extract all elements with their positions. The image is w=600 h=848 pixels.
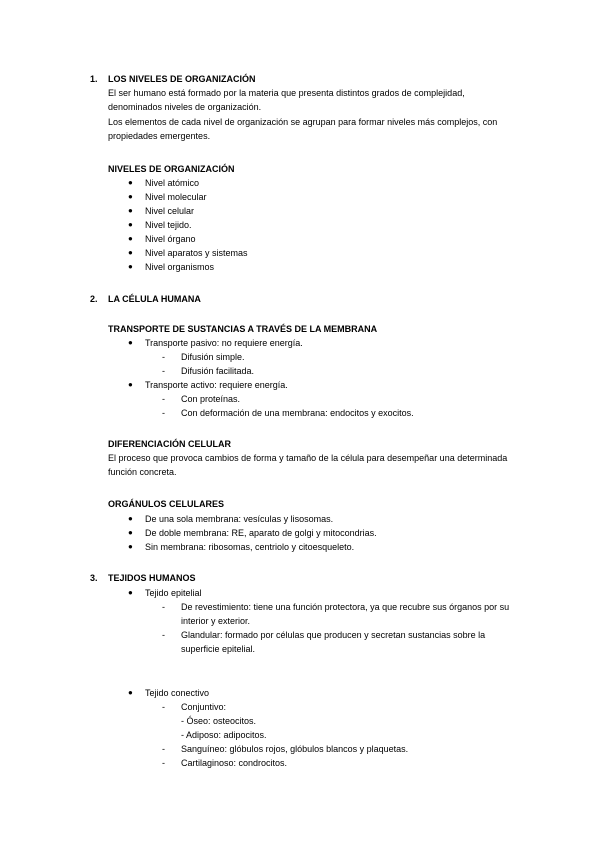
dash-icon: - [162, 602, 165, 612]
bullet-icon: ● [128, 528, 133, 537]
level-item: Nivel aparatos y sistemas [145, 248, 248, 258]
organelle-item: De una sola membrana: vesículas y lisosomas. [145, 514, 334, 524]
differentiation-line: El proceso que provoca cambios de forma y tamaño de la célula para desempeñar una determinada [108, 453, 508, 463]
level-item: Nivel tejido. [145, 220, 192, 230]
bullet-icon: ● [128, 234, 133, 243]
dash-icon: - [162, 394, 165, 404]
bullet-icon: ● [128, 588, 133, 597]
section-2-number: 2. [90, 294, 98, 304]
section-3-title: TEJIDOS HUMANOS [108, 573, 196, 583]
organelle-item: Sin membrana: ribosomas, centriolo y citoesqueleto. [145, 542, 355, 552]
section-1-paragraph-line: propiedades emergentes. [108, 131, 211, 141]
bullet-icon: ● [128, 542, 133, 551]
section-1-paragraph-line: Los elementos de cada nivel de organización se agrupan para formar niveles más complejos, con [108, 117, 498, 127]
dash-icon: - [162, 758, 165, 768]
connective-conjunctive: Conjuntivo: [181, 702, 227, 712]
transport-passive-item: Difusión simple. [181, 352, 245, 362]
connective-conjunctive-sub: - Óseo: osteocitos. [181, 716, 257, 726]
epithelial-glandular-line: Glandular: formado por células que producen y secretan sustancias sobre la [181, 630, 486, 640]
dash-icon: - [162, 366, 165, 376]
bullet-icon: ● [128, 220, 133, 229]
transport-active: Transporte activo: requiere energía. [145, 380, 288, 390]
bullet-icon: ● [128, 178, 133, 187]
transport-heading: TRANSPORTE DE SUSTANCIAS A TRAVÉS DE LA MEMBRANA [108, 324, 378, 334]
transport-passive-item: Difusión facilitada. [181, 366, 255, 376]
level-item: Nivel celular [145, 206, 195, 216]
section-1-paragraph-line: denominados niveles de organización. [108, 102, 262, 112]
section-2-title: LA CÉLULA HUMANA [108, 294, 201, 304]
section-3-number: 3. [90, 573, 98, 583]
bullet-icon: ● [128, 688, 133, 697]
transport-active-item: Con deformación de una membrana: endocitos y exocitos. [181, 408, 414, 418]
connective-cartilage: Cartilaginoso: condrocitos. [181, 758, 288, 768]
bullet-icon: ● [128, 338, 133, 347]
connective-conjunctive-sub: - Adiposo: adipocitos. [181, 730, 267, 740]
bullet-icon: ● [128, 262, 133, 271]
level-item: Nivel órgano [145, 234, 196, 244]
dash-icon: - [162, 702, 165, 712]
connective-label: Tejido conectivo [145, 688, 210, 698]
epithelial-lining-line: De revestimiento: tiene una función protectora, ya que recubre sus órganos por su [181, 602, 510, 612]
organelle-item: De doble membrana: RE, aparato de golgi y mitocondrias. [145, 528, 377, 538]
differentiation-line: función concreta. [108, 467, 177, 477]
section-1-number: 1. [90, 74, 98, 84]
organelles-heading: ORGÁNULOS CELULARES [108, 499, 225, 509]
bullet-icon: ● [128, 192, 133, 201]
dash-icon: - [162, 408, 165, 418]
bullet-icon: ● [128, 380, 133, 389]
differentiation-heading: DIFERENCIACIÓN CELULAR [108, 439, 231, 449]
dash-icon: - [162, 352, 165, 362]
transport-passive: Transporte pasivo: no requiere energía. [145, 338, 303, 348]
connective-blood: Sanguíneo: glóbulos rojos, glóbulos blancos y plaquetas. [181, 744, 409, 754]
section-1-title: LOS NIVELES DE ORGANIZACIÓN [108, 74, 256, 84]
dash-icon: - [162, 630, 165, 640]
section-1-paragraph-line: El ser humano está formado por la materia que presenta distintos grados de complejidad, [108, 88, 465, 98]
transport-active-item: Con proteínas. [181, 394, 241, 404]
levels-subheading: NIVELES DE ORGANIZACIÓN [108, 164, 235, 174]
bullet-icon: ● [128, 514, 133, 523]
level-item: Nivel organismos [145, 262, 215, 272]
epithelial-lining-line: interior y exterior. [181, 616, 251, 626]
epithelial-label: Tejido epitelial [145, 588, 202, 598]
bullet-icon: ● [128, 206, 133, 215]
bullet-icon: ● [128, 248, 133, 257]
epithelial-glandular-line: superficie epitelial. [181, 644, 256, 654]
level-item: Nivel molecular [145, 192, 207, 202]
level-item: Nivel atómico [145, 178, 200, 188]
dash-icon: - [162, 744, 165, 754]
